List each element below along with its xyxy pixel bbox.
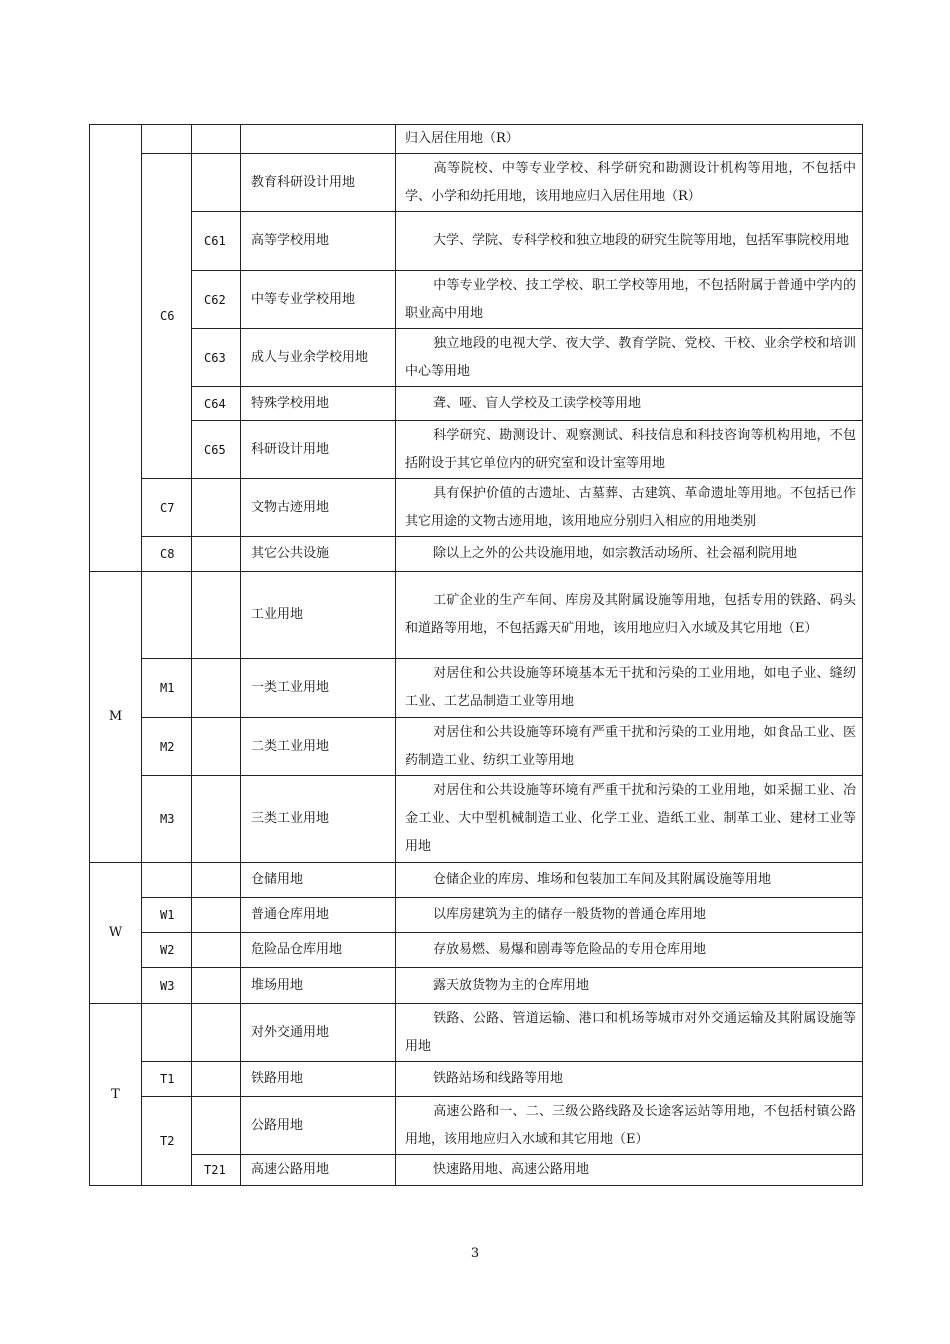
sub-class-cell: C62: [192, 271, 241, 329]
sub-class-cell: C64: [192, 387, 241, 421]
mid-class-cell: [142, 572, 192, 659]
table-row: [90, 898, 863, 933]
sub-class-cell: [192, 898, 241, 933]
major-class-cell: M: [90, 572, 142, 863]
mid-class-cell: [142, 863, 192, 898]
description-cell: 仓储企业的库房、堆场和包装加工车间及其附属设施等用地: [396, 863, 863, 898]
table-row: [90, 154, 863, 212]
mid-class-cell: W2: [142, 933, 192, 968]
land-name-cell: 高等学校用地: [241, 212, 396, 271]
sub-class-cell: [192, 125, 241, 154]
major-class-cell: [90, 125, 142, 572]
mid-class-cell: T1: [142, 1062, 192, 1097]
table-row: [90, 659, 863, 718]
sub-class-cell: [192, 718, 241, 776]
sub-class-cell: [192, 659, 241, 718]
table-row: [90, 537, 863, 572]
land-name-cell: 高速公路用地: [241, 1155, 396, 1186]
description-cell: 归入居住用地（R）: [396, 125, 863, 154]
land-use-classification-table: [89, 124, 863, 1186]
description-cell: 高速公路和一、二、三级公路线路及长途客运站等用地，不包括村镇公路用地，该用地应归入水域和其它用地（E）: [396, 1097, 863, 1155]
table-row: [90, 479, 863, 537]
land-name-cell: 公路用地: [241, 1097, 396, 1155]
sub-class-cell: [192, 776, 241, 863]
mid-class-cell: W1: [142, 898, 192, 933]
table-row: [90, 387, 863, 421]
description-cell: 科学研究、勘测设计、观察测试、科技信息和科技咨询等机构用地，不包括附设于其它单位内的研究室和设计室等用地: [396, 421, 863, 479]
mid-class-cell: W3: [142, 968, 192, 1004]
mid-class-cell: M2: [142, 718, 192, 776]
land-name-cell: 其它公共设施: [241, 537, 396, 572]
table-row: [90, 863, 863, 898]
sub-class-cell: [192, 479, 241, 537]
land-name-cell: 科研设计用地: [241, 421, 396, 479]
land-name-cell: 工业用地: [241, 572, 396, 659]
mid-class-cell: T2: [142, 1097, 192, 1186]
sub-class-cell: [192, 537, 241, 572]
table-row: [90, 718, 863, 776]
description-cell: 中等专业学校、技工学校、职工学校等用地，不包括附属于普通中学内的职业高中用地: [396, 271, 863, 329]
mid-class-cell: [142, 125, 192, 154]
mid-class-cell: M1: [142, 659, 192, 718]
land-name-cell: 危险品仓库用地: [241, 933, 396, 968]
land-name-cell: 堆场用地: [241, 968, 396, 1004]
land-name-cell: 铁路用地: [241, 1062, 396, 1097]
table-row: [90, 421, 863, 479]
description-cell: 存放易燃、易爆和剧毒等危险品的专用仓库用地: [396, 933, 863, 968]
description-cell: 以库房建筑为主的储存一般货物的普通仓库用地: [396, 898, 863, 933]
description-cell: 具有保护价值的古遗址、古墓葬、古建筑、革命遗址等用地。不包括已作其它用途的文物古迹用地，该用地应分别归入相应的用地类别: [396, 479, 863, 537]
mid-class-cell: [142, 1004, 192, 1062]
table-row: [90, 1155, 863, 1186]
description-cell: 工矿企业的生产车间、库房及其附属设施等用地，包括专用的铁路、码头和道路等用地，不包括露天矿用地，该用地应归入水域及其它用地（E）: [396, 572, 863, 659]
sub-class-cell: [192, 572, 241, 659]
description-cell: 高等院校、中等专业学校、科学研究和勘测设计机构等用地，不包括中学、小学和幼托用地，该用地应归入居住用地（R）: [396, 154, 863, 212]
land-name-cell: 一类工业用地: [241, 659, 396, 718]
mid-class-cell: C7: [142, 479, 192, 537]
table-row: [90, 329, 863, 387]
description-cell: 对居住和公共设施等环境基本无干扰和污染的工业用地，如电子业、缝纫工业、工艺品制造工业等用地: [396, 659, 863, 718]
table-row: [90, 1062, 863, 1097]
description-cell: 聋、哑、盲人学校及工读学校等用地: [396, 387, 863, 421]
land-name-cell: 成人与业余学校用地: [241, 329, 396, 387]
table-row: [90, 933, 863, 968]
table-row: [90, 125, 863, 154]
sub-class-cell: [192, 863, 241, 898]
description-cell: 露天放货物为主的仓库用地: [396, 968, 863, 1004]
land-name-cell: 三类工业用地: [241, 776, 396, 863]
land-name-cell: 对外交通用地: [241, 1004, 396, 1062]
land-name-cell: 仓储用地: [241, 863, 396, 898]
mid-class-cell: C8: [142, 537, 192, 572]
major-class-cell: W: [90, 863, 142, 1004]
sub-class-cell: [192, 1004, 241, 1062]
land-name-cell: 特殊学校用地: [241, 387, 396, 421]
description-cell: 快速路用地、高速公路用地: [396, 1155, 863, 1186]
mid-class-cell: M3: [142, 776, 192, 863]
sub-class-cell: [192, 1062, 241, 1097]
sub-class-cell: [192, 1097, 241, 1155]
description-cell: 对居住和公共设施等环境有严重干扰和污染的工业用地，如食品工业、医药制造工业、纺织工业等用地: [396, 718, 863, 776]
sub-class-cell: [192, 154, 241, 212]
description-cell: 对居住和公共设施等环境有严重干扰和污染的工业用地，如采掘工业、冶金工业、大中型机械制造工业、化学工业、造纸工业、制革工业、建材工业等用地: [396, 776, 863, 863]
land-name-cell: 普通仓库用地: [241, 898, 396, 933]
page-number: 3: [470, 1246, 480, 1261]
description-cell: 大学、学院、专科学校和独立地段的研究生院等用地，包括军事院校用地: [396, 212, 863, 271]
sub-class-cell: C61: [192, 212, 241, 271]
land-name-cell: 文物古迹用地: [241, 479, 396, 537]
table-row: [90, 271, 863, 329]
mid-class-cell: C6: [142, 154, 192, 479]
sub-class-cell: [192, 968, 241, 1004]
sub-class-cell: C63: [192, 329, 241, 387]
sub-class-cell: [192, 933, 241, 968]
description-cell: 独立地段的电视大学、夜大学、教育学院、党校、干校、业余学校和培训中心等用地: [396, 329, 863, 387]
land-name-cell: 教育科研设计用地: [241, 154, 396, 212]
table-row: [90, 212, 863, 271]
description-cell: 铁路、公路、管道运输、港口和机场等城市对外交通运输及其附属设施等用地: [396, 1004, 863, 1062]
land-name-cell: 中等专业学校用地: [241, 271, 396, 329]
table-row: [90, 1004, 863, 1062]
sub-class-cell: T21: [192, 1155, 241, 1186]
table-row: [90, 968, 863, 1004]
land-name-cell: [241, 125, 396, 154]
table-row: [90, 1097, 863, 1155]
table-row: [90, 572, 863, 659]
description-cell: 铁路站场和线路等用地: [396, 1062, 863, 1097]
land-name-cell: 二类工业用地: [241, 718, 396, 776]
sub-class-cell: C65: [192, 421, 241, 479]
description-cell: 除以上之外的公共设施用地，如宗教活动场所、社会福利院用地: [396, 537, 863, 572]
table-row: [90, 776, 863, 863]
major-class-cell: T: [90, 1004, 142, 1186]
